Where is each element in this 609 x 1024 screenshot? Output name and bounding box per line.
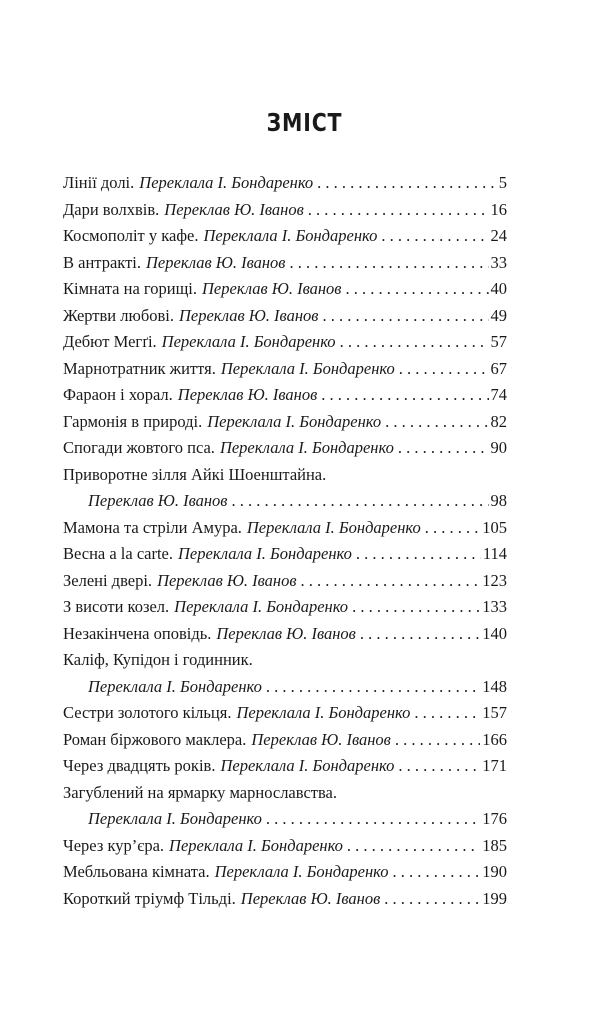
toc-entry-translator: Переклала І. Бондаренко [207,411,382,431]
toc-entry-translator: Переклав Ю. Іванов [202,279,342,298]
toc-entry-translator: Переклала І. Бондаренко [169,835,343,855]
toc-entry-page: 74 [490,385,507,404]
toc-entry-title: Жертви любові. [63,305,174,325]
toc-entry-translator: Переклала І. Бондаренко [219,438,394,457]
toc-entry-page: 176 [482,809,507,828]
toc-leader-dots [322,303,488,330]
toc-entry [63,515,507,542]
toc-entry-title: Через кур’єра. [63,835,165,855]
toc-entry [63,170,507,197]
toc-leader-dots [425,515,480,542]
toc-entry [63,250,507,277]
toc-entry-title: З висоти козел. [63,597,170,616]
toc-entry-title-line [63,780,507,807]
toc-entry-title: Незакінчена оповідь. [63,623,212,643]
toc-leader-dots [347,833,480,860]
toc-entry-page: 123 [482,570,507,590]
toc-entry-title: Фараон і хорал. [63,385,173,404]
toc-entry-page: 190 [482,862,507,881]
toc-entry [63,753,507,780]
toc-entry-title: Короткий тріумф Тільді. [63,888,236,908]
toc-entry-title: Каліф, Купідон і годинник. [63,650,253,669]
toc-entry [63,382,507,409]
toc-entry-title: Марнотратник життя. [63,358,216,378]
toc-entry-page: 82 [490,411,507,431]
toc-leader-dots [395,727,480,754]
toc-leader-dots [399,356,489,383]
toc-entry-title: Роман біржового маклера. [63,729,247,749]
toc-entry-translator: Переклав Ю. Іванов [157,570,297,590]
toc-entry-continuation [63,674,507,701]
toc-entry-translator: Переклала І. Бондаренко [88,676,262,696]
toc-entry-page: 140 [482,623,507,643]
toc-entry-translator: Переклала І. Бондаренко [88,809,262,828]
toc-entry [63,886,507,913]
toc-entry-page: 5 [498,173,507,192]
toc-entry-page: 171 [482,756,507,775]
toc-entry-translator: Переклав Ю. Іванов [146,252,286,272]
toc-entry-title: Сестри золотого кільця. [63,703,232,722]
toc-entry-page: 49 [490,305,507,325]
toc-entry-page: 133 [482,597,507,616]
toc-leader-dots [398,753,480,780]
toc-entry-page: 90 [490,438,507,457]
toc-entry [63,329,507,356]
toc-entry-page: 157 [482,703,507,722]
toc-entry [63,859,507,886]
toc-leader-dots [352,594,480,621]
toc-entry-title: Через двадцять років. [63,756,216,775]
toc-entry-page: 33 [490,252,507,272]
toc-entry-title: Приворотне зілля Айкі Шоенштайна. [63,464,327,484]
toc-entry-page: 40 [490,279,507,298]
toc-entry-translator: Переклала І. Бондаренко [220,756,395,775]
toc-entry-continuation [63,488,507,515]
toc-leader-dots [308,197,489,224]
toc-entry-page: 185 [482,835,507,855]
toc-entry-title: Кімната на горищі. [63,279,197,298]
toc-entry-title: Лінії долі. [63,173,135,192]
toc-leader-dots [414,700,480,727]
toc-leader-dots [385,409,488,436]
toc-entry-translator: Переклала І. Бондаренко [236,703,411,722]
toc-entry-translator: Переклала І. Бондаренко [246,517,421,537]
page-title: ЗМІСТ [266,108,343,137]
toc-leader-dots [301,568,481,595]
toc-leader-dots [266,806,480,833]
toc-leader-dots [289,250,488,277]
toc-entry [63,727,507,754]
toc-leader-dots [381,223,488,250]
toc-leader-dots [231,488,488,515]
toc-entry [63,568,507,595]
toc-leader-dots [398,435,489,462]
toc-leader-dots [340,329,489,356]
toc-entry-page: 105 [482,517,507,537]
toc-entry-translator: Переклав Ю. Іванов [240,888,381,908]
toc-leader-dots [392,859,480,886]
toc-entry-translator: Переклав Ю. Іванов [88,491,228,510]
toc-leader-dots [317,170,497,197]
toc-leader-dots [345,276,488,303]
toc-entry-title: Космополіт у кафе. [63,226,199,245]
toc-entry [63,197,507,224]
toc-entry-title: Зелені двері. [63,570,153,590]
table-of-contents [63,170,507,912]
toc-entry [63,541,507,568]
toc-entry-page: 114 [482,544,507,563]
toc-entry-title: Спогади жовтого пса. [63,438,215,457]
toc-entry-page: 166 [482,729,507,749]
toc-entry-page: 199 [482,888,507,908]
toc-entry-page: 16 [490,199,507,219]
toc-entry [63,409,507,436]
toc-entry [63,833,507,860]
toc-entry-page: 98 [490,491,507,510]
toc-entry-translator: Переклав Ю. Іванов [251,729,391,749]
toc-entry-page: 57 [490,332,507,351]
toc-entry [63,276,507,303]
toc-entry-title-line [63,647,507,674]
toc-entry-title: Мамона та стріли Амура. [63,517,242,537]
toc-entry [63,435,507,462]
toc-entry-translator: Переклав Ю. Іванов [164,199,304,219]
toc-entry-title-line [63,462,507,489]
toc-entry-title: Дебют Мегґі. [63,332,157,351]
toc-entry-title: Дари волхвів. [63,199,160,219]
toc-entry-page: 148 [482,676,507,696]
toc-entry-translator: Переклала І. Бондаренко [203,226,378,245]
toc-leader-dots [356,541,481,568]
toc-entry-title: Мебльована кімната. [63,862,210,881]
toc-entry-translator: Переклав Ю. Іванов [216,623,356,643]
toc-entry-translator: Переклав Ю. Іванов [177,385,318,404]
toc-entry [63,594,507,621]
toc-leader-dots [360,621,480,648]
toc-entry-title: В антракті. [63,252,141,272]
toc-leader-dots [266,674,480,701]
toc-entry-page: 67 [490,358,507,378]
toc-entry-translator: Переклала І. Бондаренко [174,597,349,616]
toc-entry [63,621,507,648]
toc-entry-continuation [63,806,507,833]
toc-entry-title: Весна a la carte. [63,544,173,563]
toc-entry-page: 24 [490,226,507,245]
toc-entry-translator: Переклала І. Бондаренко [139,173,314,192]
toc-leader-dots [321,382,488,409]
toc-entry-translator: Переклала І. Бондаренко [220,358,395,378]
toc-entry-title: Гармонія в природі. [63,411,203,431]
toc-entry [63,700,507,727]
toc-entry [63,356,507,383]
toc-entry-translator: Переклав Ю. Іванов [178,305,319,325]
toc-entry-translator: Переклала І. Бондаренко [161,332,336,351]
toc-entry-translator: Переклала І. Бондаренко [178,544,352,563]
toc-entry [63,223,507,250]
toc-entry [63,303,507,330]
toc-entry-title: Загублений на ярмарку марнославства. [63,782,337,802]
toc-leader-dots [384,886,480,913]
toc-entry-translator: Переклала І. Бондаренко [214,862,389,881]
